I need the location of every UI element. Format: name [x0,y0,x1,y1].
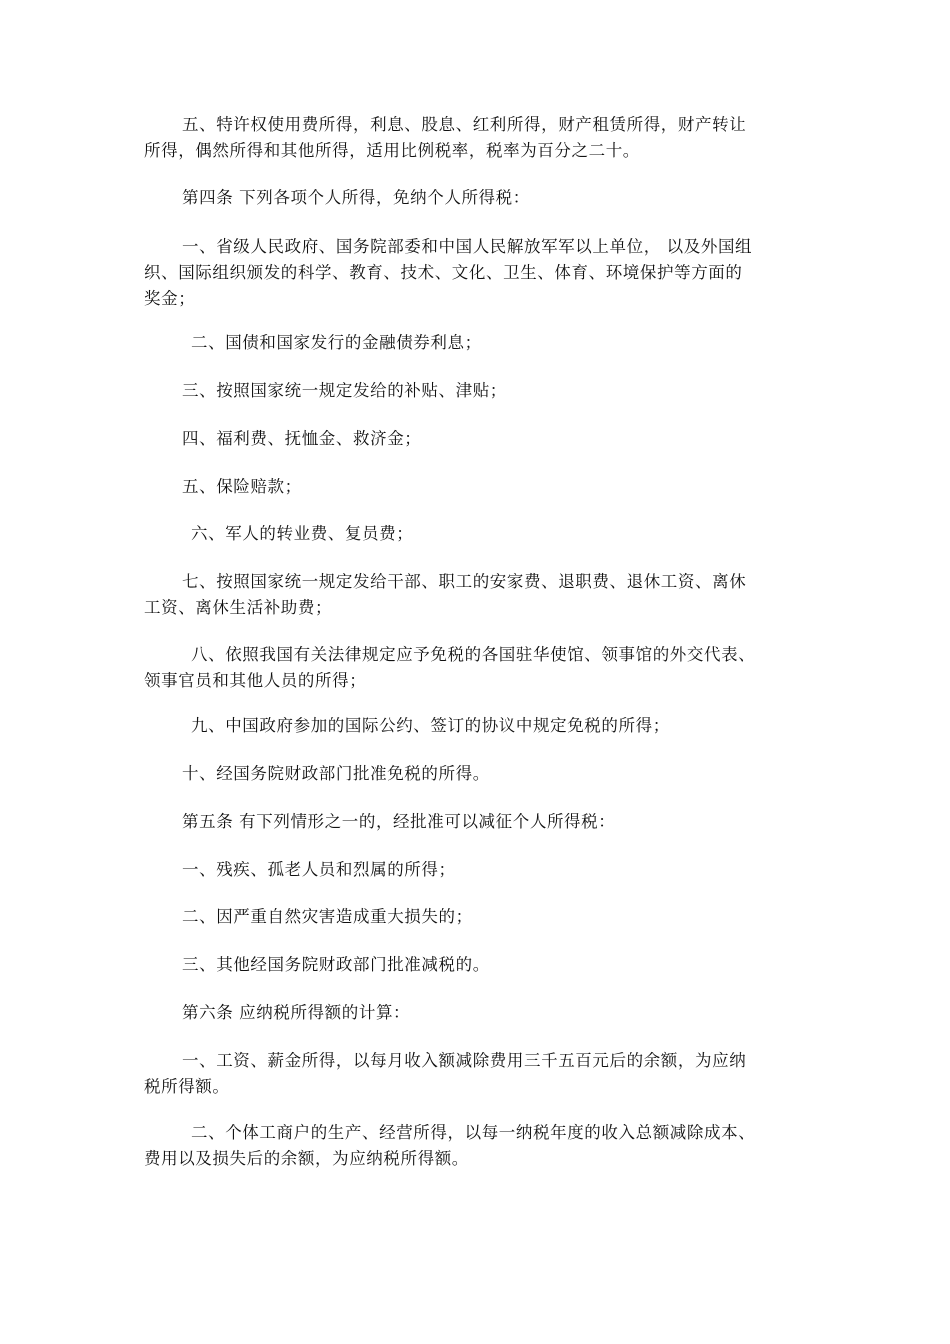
paragraph-article4-item5 [144,474,806,500]
paragraph-article3-item5 [144,112,806,164]
text-line: 五、保险赔款； [182,477,302,496]
text-line: 四、福利费、抚恤金、救济金； [182,429,422,448]
text-line: 领事官员和其他人员的所得； [144,671,367,690]
paragraph-article6-item1 [144,1048,806,1100]
text-line: 三、其他经国务院财政部门批准减税的。 [182,955,490,974]
text-line: 第六条 应纳税所得额的计算： [182,1003,411,1022]
text-line: 奖金； [144,289,196,308]
paragraph-article5-item2 [144,904,806,930]
text-line: 七、按照国家统一规定发给干部、职工的安家费、退职费、退休工资、离休 [182,572,747,591]
text-line: 一、残疾、孤老人员和烈属的所得； [182,860,456,879]
paragraph-article4-item2 [144,330,806,356]
paragraph-article4-item10 [144,761,806,787]
paragraph-article4-item1 [144,234,806,312]
paragraph-article4-item8 [144,642,806,694]
text-line: 十、经国务院财政部门批准免税的所得。 [182,764,490,783]
paragraph-article4-item9 [144,713,806,739]
paragraph-article4-item7 [144,569,806,621]
paragraph-article4-item4 [144,426,806,452]
text-line: 工资、离休生活补助费； [144,598,333,617]
text-line: 一、工资、薪金所得，以每月收入额减除费用三千五百元后的余额，为应纳 [182,1051,747,1070]
text-line: 九、中国政府参加的国际公约、签订的协议中规定免税的所得； [191,716,670,735]
text-line: 二、个体工商户的生产、经营所得，以每一纳税年度的收入总额减除成本、 [191,1123,756,1142]
paragraph-article5-heading [144,809,806,835]
paragraph-article4-heading [144,185,806,211]
text-line: 八、依照我国有关法律规定应予免税的各国驻华使馆、领事馆的外交代表、 [191,645,756,664]
paragraph-article6-item2 [144,1120,806,1172]
text-line: 所得，偶然所得和其他所得，适用比例税率，税率为百分之二十。 [144,141,640,160]
paragraph-article5-item3 [144,952,806,978]
paragraph-article4-item3 [144,378,806,404]
text-line: 二、因严重自然灾害造成重大损失的； [182,907,473,926]
paragraph-article6-heading [144,1000,806,1026]
text-line: 一、省级人民政府、国务院部委和中国人民解放军军以上单位， 以及外国组 [182,237,753,256]
text-line: 六、军人的转业费、复员费； [191,524,414,543]
text-line: 织、国际组织颁发的科学、教育、技术、文化、卫生、体育、环境保护等方面的 [144,263,743,282]
text-line: 二、国债和国家发行的金融债券利息； [191,333,482,352]
text-line: 第四条 下列各项个人所得，免纳个人所得税： [182,188,530,207]
text-line: 第五条 有下列情形之一的，经批准可以减征个人所得税： [182,812,616,831]
text-line: 三、按照国家统一规定发给的补贴、津贴； [182,381,507,400]
text-line: 费用以及损失后的余额，为应纳税所得额。 [144,1149,469,1168]
text-line: 五、特许权使用费所得，利息、股息、红利所得，财产租赁所得，财产转让 [182,115,747,134]
paragraph-article5-item1 [144,857,806,883]
text-line: 税所得额。 [144,1077,230,1096]
paragraph-article4-item6 [144,521,806,547]
